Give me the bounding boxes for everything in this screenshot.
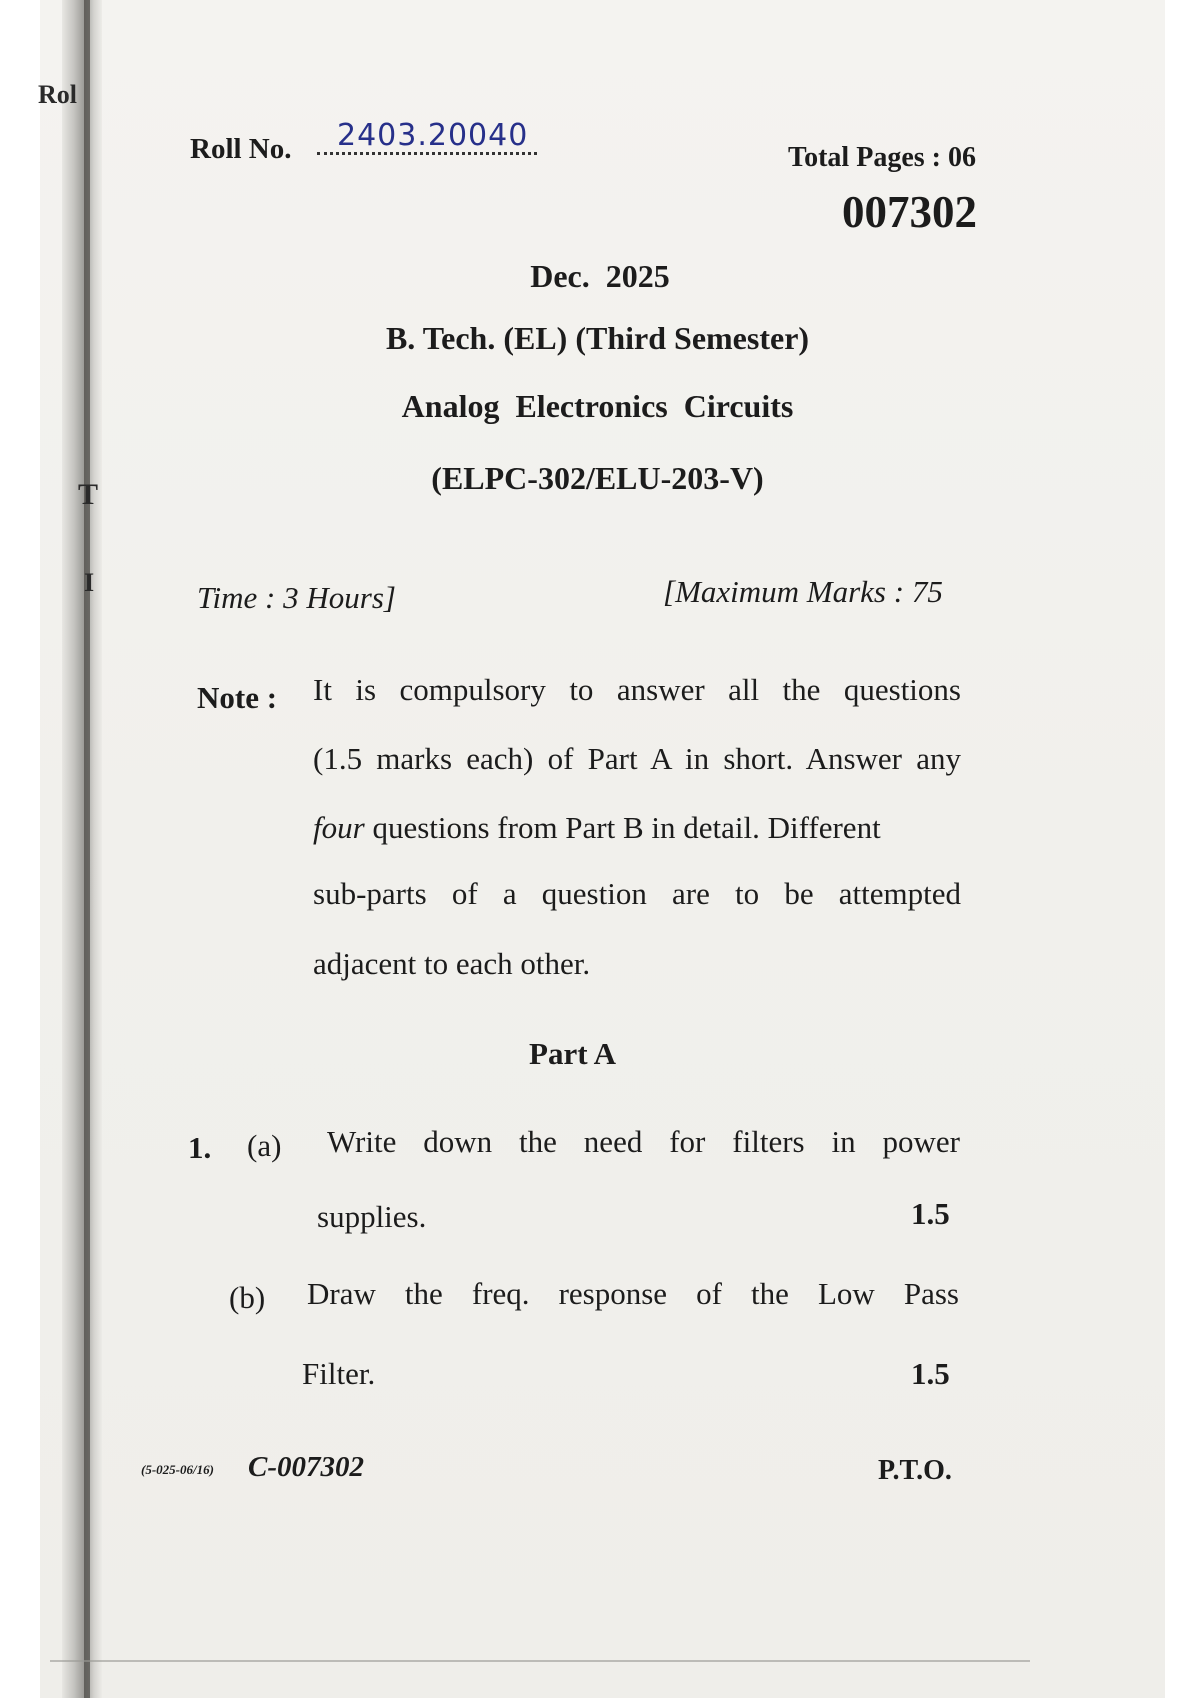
note-line: sub-parts of a question are to be attempted [313, 876, 961, 911]
roll-label: Roll No. [190, 133, 292, 165]
roll-number-handwritten: 2403.20040 [337, 118, 529, 153]
subquestion-text-cont: supplies. [317, 1199, 427, 1234]
note-line: (1.5 marks each) of Part A in short. Answer any [313, 741, 961, 776]
subquestion-marks: 1.5 [911, 1196, 950, 1231]
bottom-fold-line [50, 1660, 1030, 1662]
margin-mark: T [78, 478, 99, 511]
part-a-heading: Part A [529, 1036, 616, 1071]
subquestion-label: (b) [229, 1280, 266, 1315]
binding-edge [84, 0, 90, 1698]
binding-shadow [62, 0, 102, 1698]
course-title: B. Tech. (EL) (Third Semester) [385, 320, 810, 356]
margin-mark: I [84, 568, 95, 597]
note-line [313, 810, 881, 846]
paper-code: 007302 [842, 187, 977, 237]
total-pages: Total Pages : 06 [788, 142, 976, 173]
subquestion-text-cont: Filter. [302, 1356, 376, 1391]
paper-sheet [40, 0, 1165, 1698]
subquestion-text: Write down the need for filters in power [327, 1124, 960, 1159]
exam-session: Dec. 2025 [530, 258, 670, 294]
note-label: Note : [197, 680, 278, 715]
maximum-marks: [Maximum Marks : 75 [663, 574, 943, 609]
note-line: It is compulsory to answer all the questions [313, 672, 961, 707]
print-code: (5-025-06/16) [141, 1462, 214, 1477]
series-code: C-007302 [248, 1451, 364, 1483]
note-line-text: questions from Part B in detail. Different [372, 810, 881, 845]
note-emphasis: four [313, 810, 365, 845]
question-number: 1. [188, 1130, 212, 1165]
subject-title: Analog Electronics Circuits [401, 388, 794, 424]
pto-marker: P.T.O. [878, 1455, 952, 1486]
subquestion-marks: 1.5 [911, 1356, 950, 1391]
subject-code: (ELPC-302/ELU-203-V) [431, 460, 764, 496]
subquestion-label: (a) [247, 1128, 282, 1163]
margin-fragment: Rol [38, 80, 77, 109]
subquestion-text: Draw the freq. response of the Low Pass [307, 1276, 959, 1311]
time-allowed: Time : 3 Hours] [197, 580, 396, 615]
note-line: adjacent to each other. [313, 946, 591, 981]
